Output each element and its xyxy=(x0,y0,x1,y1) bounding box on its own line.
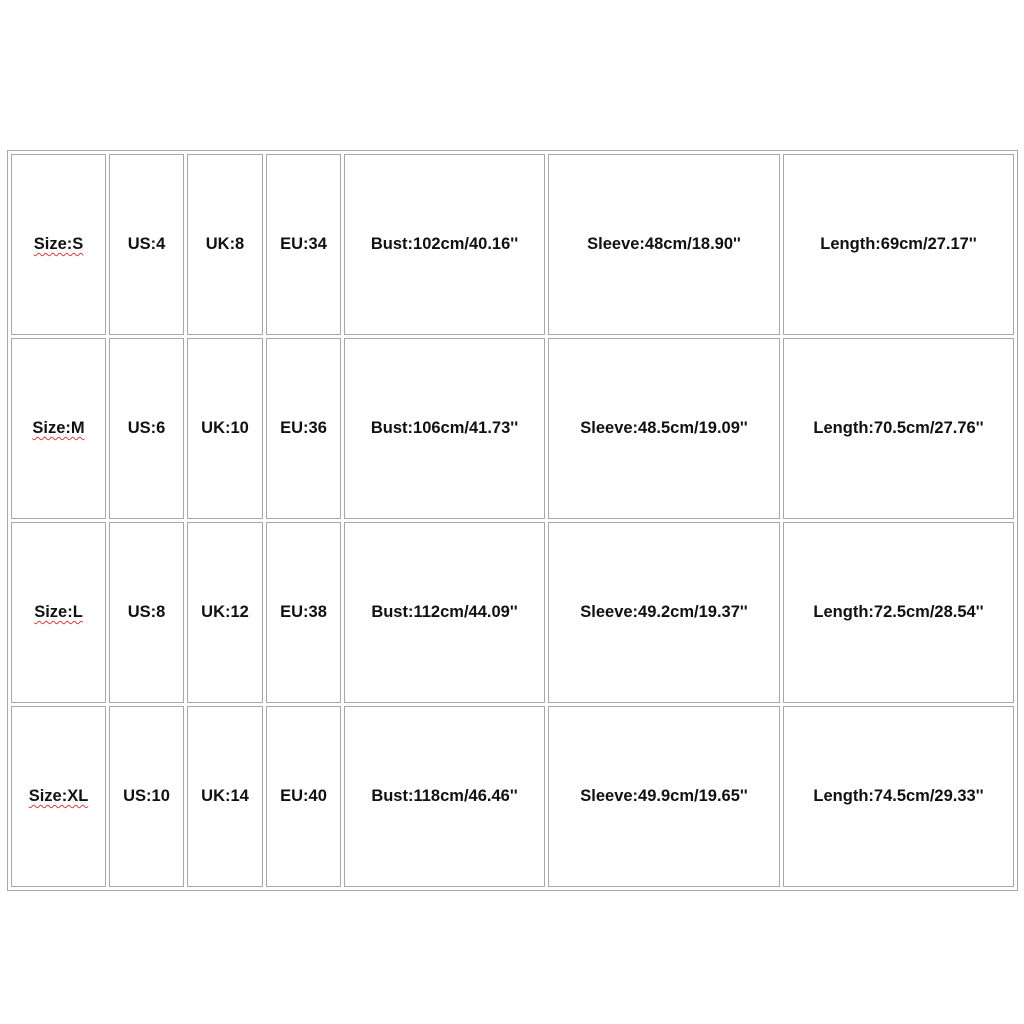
size-label: Size:XL xyxy=(28,787,89,805)
size-chart-table xyxy=(7,150,1018,891)
size-label: Size:M xyxy=(32,419,85,437)
size-cell xyxy=(11,706,106,887)
eu-size-cell: EU:34 xyxy=(266,154,341,335)
uk-size-cell: UK:10 xyxy=(187,338,263,519)
sleeve-cell: Sleeve:49.9cm/19.65'' xyxy=(548,706,780,887)
length-cell: Length:70.5cm/27.76'' xyxy=(783,338,1014,519)
table-row xyxy=(11,338,1014,519)
sleeve-cell: Sleeve:49.2cm/19.37'' xyxy=(548,522,780,703)
length-cell: Length:74.5cm/29.33'' xyxy=(783,706,1014,887)
eu-size-cell: EU:38 xyxy=(266,522,341,703)
size-label: Size:L xyxy=(34,603,83,621)
size-cell xyxy=(11,154,106,335)
size-cell xyxy=(11,522,106,703)
sleeve-cell: Sleeve:48.5cm/19.09'' xyxy=(548,338,780,519)
us-size-cell: US:6 xyxy=(109,338,184,519)
us-size-cell: US:4 xyxy=(109,154,184,335)
table-row xyxy=(11,522,1014,703)
us-size-cell: US:8 xyxy=(109,522,184,703)
size-label: Size:S xyxy=(33,235,84,253)
us-size-cell: US:10 xyxy=(109,706,184,887)
eu-size-cell: EU:40 xyxy=(266,706,341,887)
bust-cell: Bust:102cm/40.16'' xyxy=(344,154,545,335)
table-row xyxy=(11,706,1014,887)
bust-cell: Bust:118cm/46.46'' xyxy=(344,706,545,887)
eu-size-cell: EU:36 xyxy=(266,338,341,519)
size-cell xyxy=(11,338,106,519)
length-cell: Length:72.5cm/28.54'' xyxy=(783,522,1014,703)
uk-size-cell: UK:12 xyxy=(187,522,263,703)
length-cell: Length:69cm/27.17'' xyxy=(783,154,1014,335)
bust-cell: Bust:106cm/41.73'' xyxy=(344,338,545,519)
uk-size-cell: UK:14 xyxy=(187,706,263,887)
table-row xyxy=(11,154,1014,335)
uk-size-cell: UK:8 xyxy=(187,154,263,335)
sleeve-cell: Sleeve:48cm/18.90'' xyxy=(548,154,780,335)
bust-cell: Bust:112cm/44.09'' xyxy=(344,522,545,703)
